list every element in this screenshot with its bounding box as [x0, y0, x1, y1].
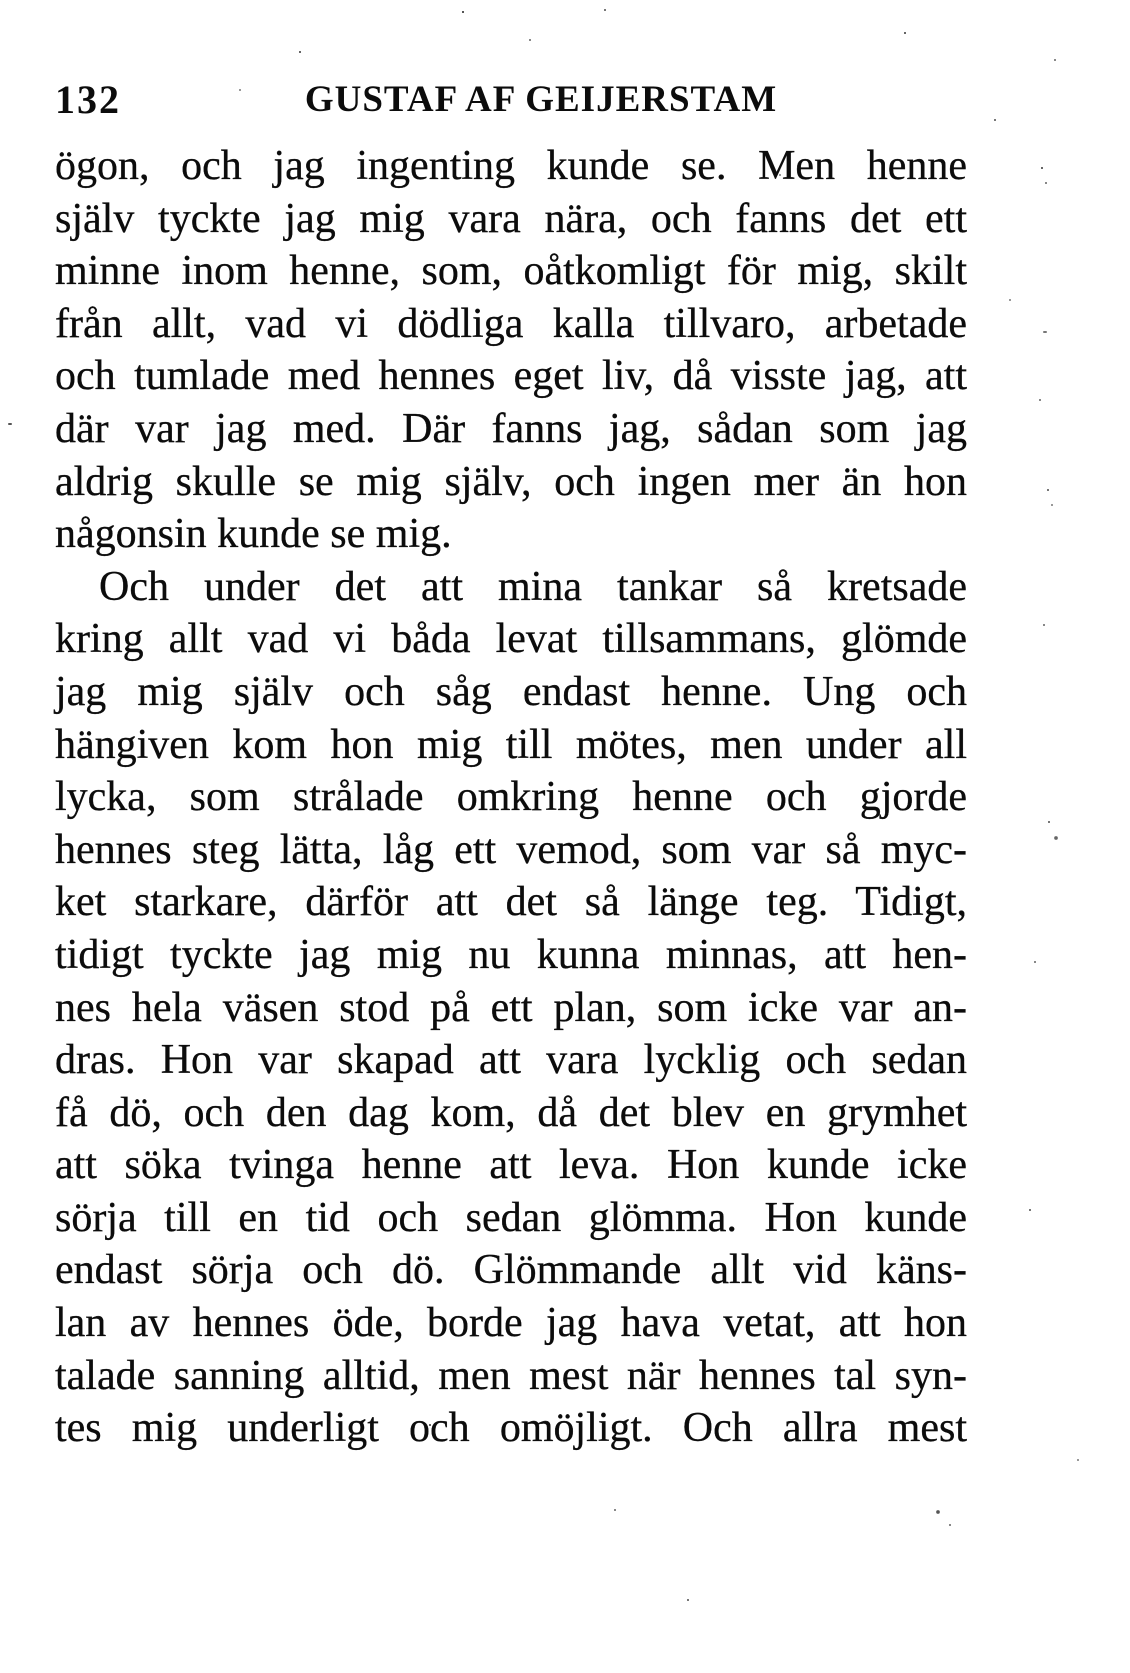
text-line: talade sanning alltid, men mest när hennes tal syn- [55, 1352, 967, 1399]
text-line: endast sörja och dö. Glömmande allt vid käns- [55, 1247, 967, 1294]
text-line: dras. Hon var skapad att vara lycklig och sedan [55, 1037, 967, 1084]
text-line: själv tyckte jag mig vara nära, och fanns det ett [55, 195, 967, 242]
text-line: hängiven kom hon mig till mötes, men under all [55, 721, 967, 768]
text-line: lan av hennes öde, borde jag hava vetat, att hon [55, 1300, 967, 1347]
running-title: GUSTAF AF GEIJERSTAM [304, 79, 778, 120]
text-line: att söka tvinga henne att leva. Hon kunde icke [55, 1142, 967, 1189]
text-line: tes mig underligt och omöjligt. Och allra mest [55, 1405, 967, 1452]
text-line: lycka, som strålade omkring henne och gjorde [55, 774, 967, 821]
text-line: sörja till en tid och sedan glömma. Hon kunde [55, 1194, 967, 1241]
text-line: Och under det att mina tankar så kretsade [99, 563, 967, 610]
text-line: jag mig själv och såg endast henne. Ung och [55, 668, 967, 715]
text-line: tidigt tyckte jag mig nu kunna minnas, att hen- [55, 931, 967, 978]
page-header [55, 76, 967, 120]
text-line: kring allt vad vi båda levat tillsammans, glömde [55, 616, 967, 663]
text-line: ögon, och jag ingenting kunde se. Men henne [55, 143, 967, 189]
text-line: få dö, och den dag kom, då det blev en grymhet [55, 1089, 967, 1136]
text-line: aldrig skulle se mig själv, och ingen mer än hon [55, 458, 967, 505]
text-line: nes hela väsen stod på ett plan, som icke var an- [55, 984, 967, 1031]
text-line: minne inom henne, som, oåtkomligt för mig, skilt [55, 248, 967, 295]
text-line: från allt, vad vi dödliga kalla tillvaro, arbetade [55, 300, 967, 347]
body-text [55, 140, 967, 1455]
text-line: hennes steg lätta, låg ett vemod, som var så myc- [55, 826, 967, 873]
text-line: där var jag med. Där fanns jag, sådan som jag [55, 405, 967, 452]
text-line: någonsin kunde se mig. [55, 511, 452, 558]
text-line: ket starkare, därför att det så länge teg. Tidigt, [55, 879, 967, 926]
text-line: och tumlade med hennes eget liv, då visste jag, att [55, 353, 967, 400]
page-number: 132 [55, 77, 121, 122]
